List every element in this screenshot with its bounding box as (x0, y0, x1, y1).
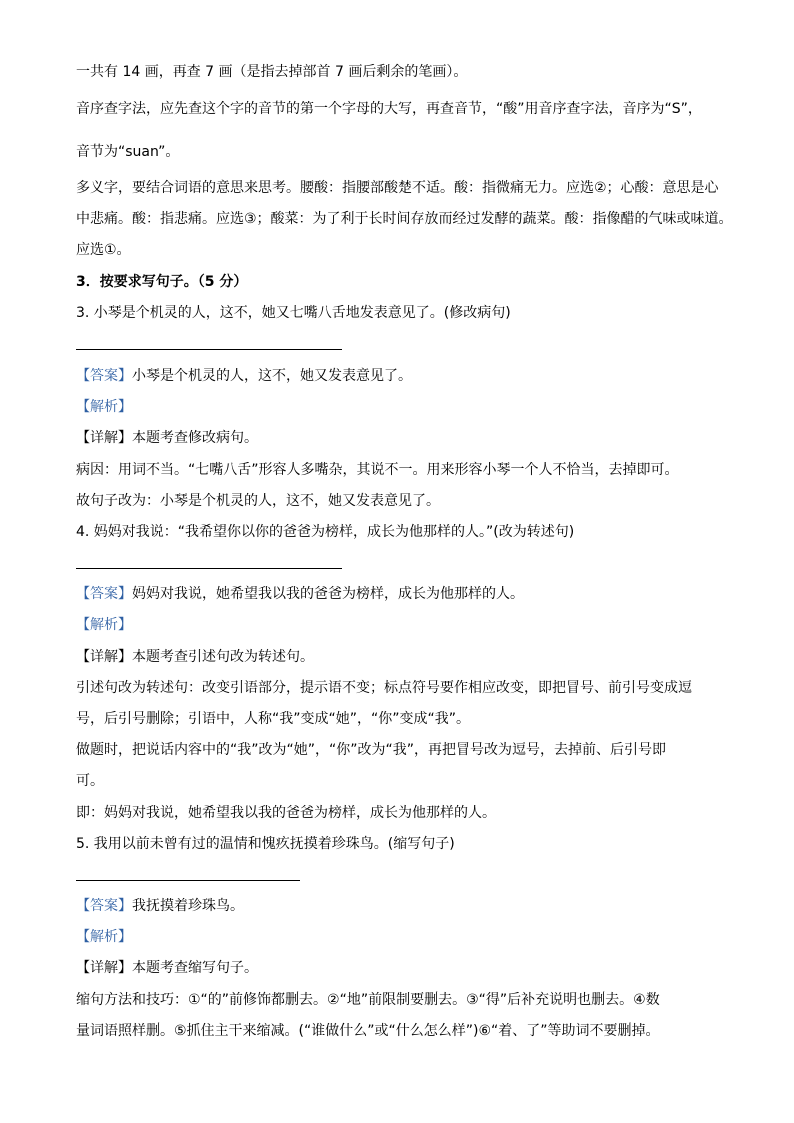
detail-text: 本题考查缩写句子。 (132, 960, 258, 976)
q3-detail (76, 428, 258, 448)
p4-line2: 中悲痛。酸：指悲痛。应选③；酸菜：为了利于长时间存放而经过发酵的蔬菜。酸：指像醋的气味或味道。 (76, 211, 733, 227)
detail-text: 本题考查引述句改为转述句。 (132, 649, 314, 665)
q4-detail (76, 647, 314, 667)
q3-analysis-tag: 【解析】 (76, 399, 132, 415)
q3-answer (76, 366, 412, 386)
q5-answer-line (76, 880, 300, 881)
answer-tag: 【答案】 (76, 898, 132, 914)
q5-answer (76, 896, 244, 916)
q5-line2: 量词语照样删。⑤抓住主干来缩减。(“谁做什么”或“什么怎么样”)⑥“着、了”等助词不要删掉。 (76, 1023, 660, 1039)
p3: 音节为“suan”。 (76, 144, 180, 160)
answer-text: 我抚摸着珍珠鸟。 (132, 898, 244, 914)
q4-analysis-tag: 【解析】 (76, 617, 132, 633)
q5-question: 5. 我用以前未曾有过的温情和愧疚抚摸着珍珠鸟。(缩写句子) (76, 836, 455, 852)
q3-line1: 病因：用词不当。“七嘴八舌”形容人多嘴杂，其说不一。用来形容小琴一个人不恰当，去掉即可。 (76, 462, 679, 478)
q4-line2: 号，后引号删除；引语中，人称“我”变成“她”，“你”变成“我”。 (76, 711, 471, 727)
q4-line5: 即：妈妈对我说，她希望我以我的爸爸为榜样，成长为他那样的人。 (76, 805, 496, 821)
q5-detail (76, 958, 258, 978)
q3-answer-line (76, 349, 342, 350)
answer-tag: 【答案】 (76, 368, 132, 384)
q4-answer (76, 584, 524, 604)
q5-line1: 缩句方法和技巧：①“的”前修饰都删去。②“地”前限制要删去。③“得”后补充说明也删去。④数 (76, 992, 660, 1008)
answer-text: 小琴是个机灵的人，这不，她又发表意见了。 (132, 368, 412, 384)
p4-line1: 多义字，要结合词语的意思来思考。腰酸：指腰部酸楚不适。酸：指微痛无力。应选②；心酸：意思是心 (76, 180, 719, 196)
p4-line3: 应选①。 (76, 242, 131, 258)
q4-line3: 做题时，把说话内容中的“我”改为“她”，“你”改为“我”，再把冒号改为逗号，去掉前、后引号即 (76, 742, 667, 758)
q4-answer-line (76, 568, 342, 569)
q3-question: 3. 小琴是个机灵的人，这不，她又七嘴八舌地发表意见了。(修改病句) (76, 305, 511, 321)
q3-line2: 故句子改为：小琴是个机灵的人，这不，她又发表意见了。 (76, 493, 440, 509)
detail-tag: 【详解】 (76, 430, 132, 446)
section-heading: 3．按要求写句子。（5 分） (76, 274, 248, 290)
answer-text: 妈妈对我说，她希望我以我的爸爸为榜样，成长为他那样的人。 (132, 586, 524, 602)
detail-tag: 【详解】 (76, 649, 132, 665)
detail-tag: 【详解】 (76, 960, 132, 976)
p1: 一共有 14 画，再查 7 画（是指去掉部首 7 画后剩余的笔画）。 (76, 64, 468, 80)
q4-line4: 可。 (76, 773, 104, 789)
detail-text: 本题考查修改病句。 (132, 430, 258, 446)
q4-question: 4. 妈妈对我说：“我希望你以你的爸爸为榜样，成长为他那样的人。”(改为转述句) (76, 524, 575, 540)
q4-line1: 引述句改为转述句：改变引语部分，提示语不变；标点符号要作相应改变，即把冒号、前引号变成逗 (76, 680, 692, 696)
q5-analysis-tag: 【解析】 (76, 929, 132, 945)
p2: 音序查字法，应先查这个字的音节的第一个字母的大写，再查音节，“酸”用音序查字法，音序为“S”， (76, 101, 702, 117)
answer-tag: 【答案】 (76, 586, 132, 602)
